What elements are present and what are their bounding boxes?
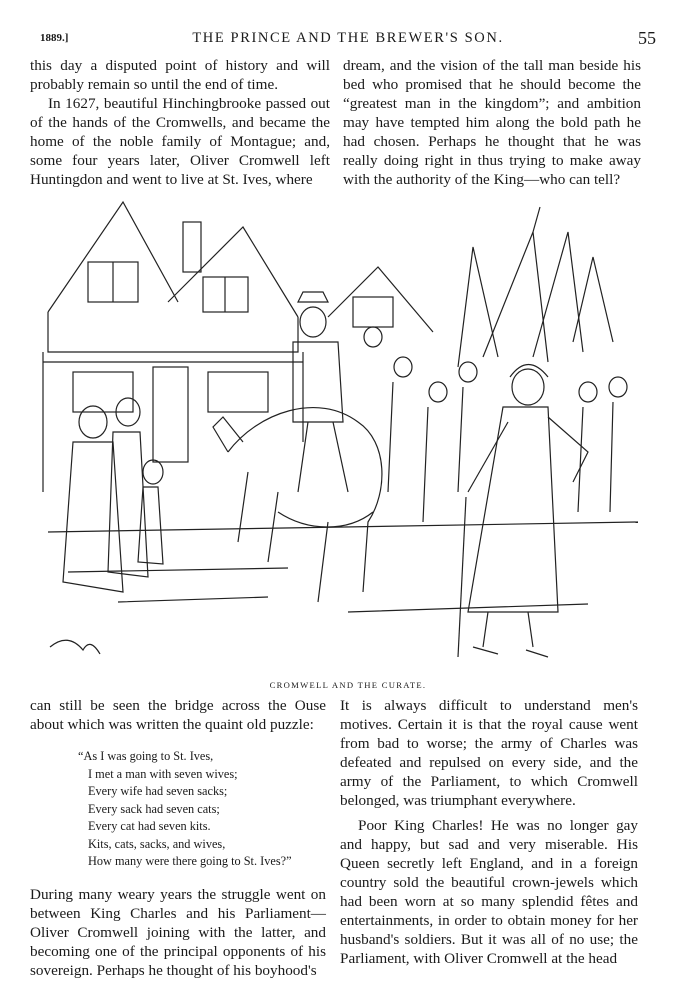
running-title: THE PRINCE AND THE BREWER'S SON.	[192, 30, 504, 46]
verse-line: I met a man with seven wives;	[88, 766, 238, 781]
verse-line: Every wife had seven sacks;	[88, 784, 228, 798]
paragraph: this day a disputed point of history and will probably remain so until the end of time.	[30, 57, 330, 93]
running-head	[40, 30, 656, 50]
engraving-illustration	[28, 192, 648, 672]
issue-year: 1889.]	[40, 32, 69, 44]
illustration-cromwell-and-curate	[28, 192, 648, 672]
verse-block	[78, 748, 326, 871]
verse-line: Every cat had seven kits.	[88, 819, 211, 833]
bottom-left-column	[30, 696, 326, 980]
illustration-caption: CROMWELL AND THE CURATE.	[269, 680, 427, 690]
verse-line: How many were there going to St. Ives?”	[88, 854, 292, 868]
bottom-right-column	[340, 696, 638, 968]
top-right-column	[343, 56, 641, 189]
verse-line: Kits, cats, sacks, and wives,	[88, 836, 226, 851]
paragraph: During many weary years the struggle went on between King Charles and his Parliament—Oliver Cromwell joining with the latter, and becoming one of the principal opponents of his sovereign. Perhaps he thought of his boyhood's	[30, 885, 326, 979]
top-left-column	[30, 56, 330, 189]
verse-line: “As I was going to St. Ives,	[78, 749, 214, 763]
page-number: 55	[638, 28, 656, 48]
paragraph: It is always difficult to understand men's motives. Certain it is that the royal cause went from bad to worse; the army of Charles was defeated and repulsed on every side, and the army of the Parliament, to which Cromwell belonged, was triumphant everywhere.	[340, 697, 638, 809]
paragraph: In 1627, beautiful Hinchingbrooke passed out of the hands of the Cromwells, and became the home of the noble family of Montague; and, some four years later, Oliver Cromwell left Huntingdon and went to live at St. Ives, where	[30, 95, 330, 188]
paragraph: can still be seen the bridge across the Ouse about which was written the quaint old puzzle:	[30, 697, 326, 733]
paragraph: Poor King Charles! He was no longer gay and happy, but sad and very miserable. His Queen secretly left England, and in a foreign country sold the beautiful crown-jewels which had been worn at so many splendid fêtes and entertainments, in order to obtain money for her husband's soldiers. But it was all of no use; the Parliament, with Oliver Cromwell at the head	[340, 817, 638, 967]
paragraph: dream, and the vision of the tall man beside his bed who promised that he should become the “greatest man in the kingdom”; and ambition may have tempted him along the bold path he had chosen. Perhaps he thought that he was really doing right in thus trying to make away with the authority of the King—who can tell?	[343, 57, 641, 188]
verse-line: Every sack had seven cats;	[88, 801, 220, 816]
